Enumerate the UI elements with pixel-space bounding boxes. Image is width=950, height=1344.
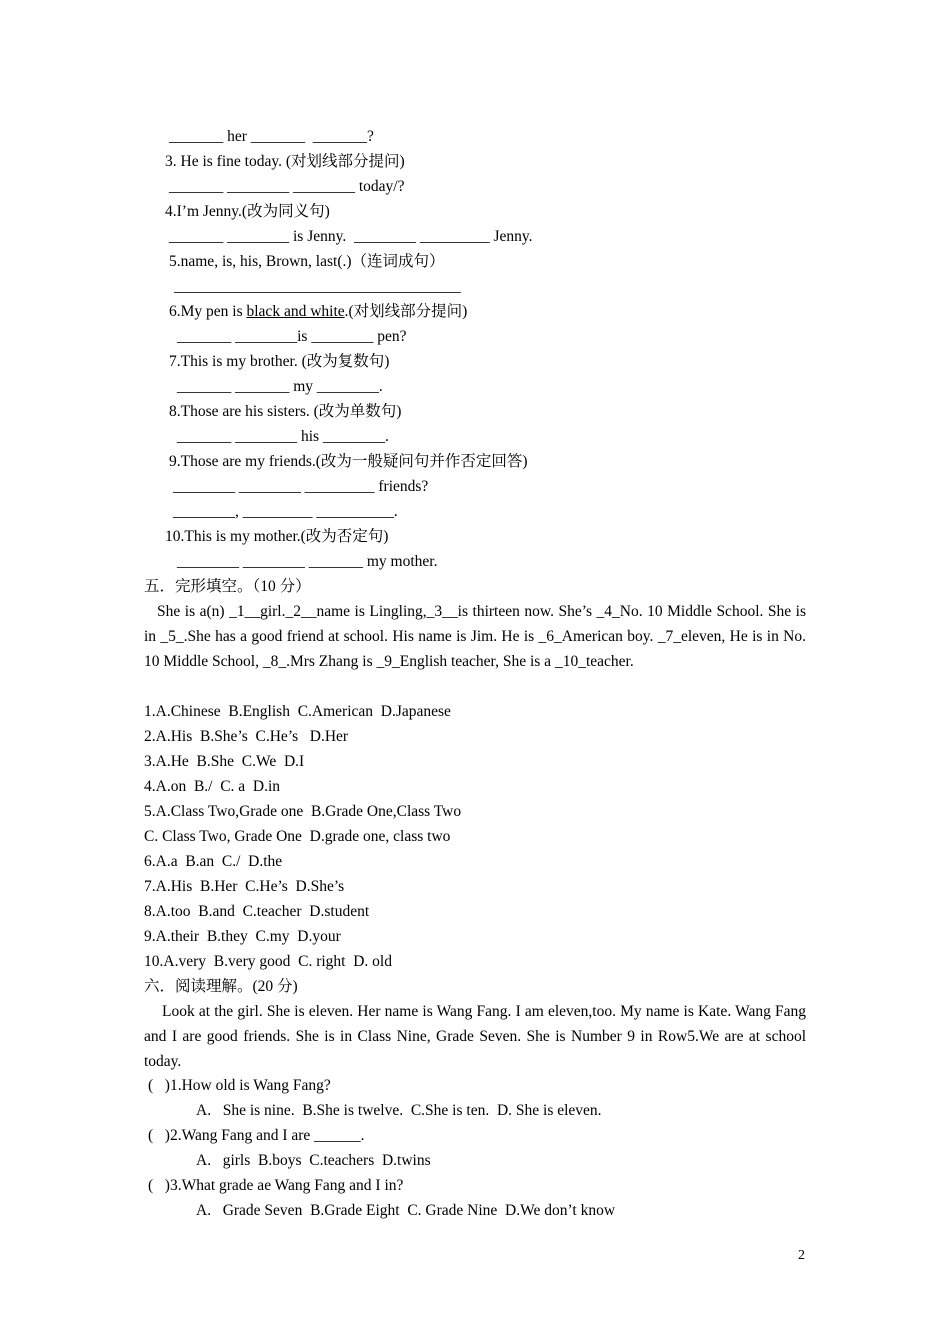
cloze-option-2: 2.A.His B.She’s C.He’s D.Her	[144, 728, 349, 745]
reading-passage: Look at the girl. She is eleven. Her name is Wang Fang. I am eleven,too. My name is Kate. Wang Fang and I are good friends. She is in Class Nine, Grade Seven. She is Number 9 in Row5.We are at school today.	[144, 1003, 806, 1070]
question-6-instruction: .(对划线部分提问)	[344, 303, 468, 320]
cloze-passage: She is a(n) _1__girl._2__name is Lingling,_3__is thirteen now. She’s _4_No. 10 Middle School. She is in _5_.She has a good friend at school. His name is Jim. He is _6_American boy. _7_eleven, He is in No. 10 Middle School, _8_.Mrs Zhang is _9_English teacher, She is a _10_teacher.	[144, 603, 806, 670]
cloze-option-7: 7.A.His B.Her C.He’s D.She’s	[144, 878, 345, 895]
question-5: 5.name, is, his, Brown, last(.)（连词成句）	[169, 253, 445, 270]
question-9: 9.Those are my friends.(改为一般疑问句并作否定回答)	[169, 453, 528, 470]
page-number: 2	[798, 1248, 805, 1263]
reading-options-2: A. girls B.boys C.teachers D.twins	[196, 1152, 431, 1169]
reading-question-3: ( )3.What grade ae Wang Fang and I in?	[148, 1177, 404, 1194]
question-8: 8.Those are his sisters. (改为单数句)	[169, 403, 402, 420]
question-3: 3. He is fine today. (对划线部分提问)	[165, 153, 405, 170]
answer-line-10: ________ ________ _______ my mother.	[177, 553, 438, 570]
question-6-text: 6.My pen is	[169, 303, 247, 320]
question-6	[169, 299, 467, 324]
cloze-option-3: 3.A.He B.She C.We D.I	[144, 753, 305, 770]
cloze-option-10: 10.A.very B.very good C. right D. old	[144, 953, 392, 970]
answer-line-6: _______ ________is ________ pen?	[177, 328, 407, 345]
reading-question-1: ( )1.How old is Wang Fang?	[148, 1077, 331, 1094]
cloze-heading: 五．完形填空。（10 分）	[144, 578, 311, 595]
cloze-option-1: 1.A.Chinese B.English C.American D.Japanese	[144, 703, 451, 720]
reading-heading: 六．阅读理解。(20 分)	[144, 978, 298, 995]
cloze-option-5: 5.A.Class Two,Grade one B.Grade One,Class Two	[144, 803, 462, 820]
answer-line-5: _____________________________________	[174, 278, 461, 295]
answer-line-8: _______ ________ his ________.	[177, 428, 389, 445]
cloze-option-5-continued: C. Class Two, Grade One D.grade one, class two	[144, 828, 451, 845]
answer-line-3: _______ ________ ________ today/?	[169, 178, 405, 195]
answer-line-2: _______ her _______ _______?	[169, 128, 374, 145]
question-10: 10.This is my mother.(改为否定句)	[165, 528, 389, 545]
cloze-option-4: 4.A.on B./ C. a D.in	[144, 778, 281, 795]
cloze-option-8: 8.A.too B.and C.teacher D.student	[144, 903, 370, 920]
reading-question-2: ( )2.Wang Fang and I are ______.	[148, 1127, 365, 1144]
underlined-phrase: black and white	[246, 303, 345, 320]
answer-line-9b: ________, _________ __________.	[173, 503, 398, 520]
cloze-option-9: 9.A.their B.they C.my D.your	[144, 928, 341, 945]
question-7: 7.This is my brother. (改为复数句)	[169, 353, 390, 370]
reading-options-1: A. She is nine. B.She is twelve. C.She is ten. D. She is eleven.	[196, 1102, 602, 1119]
answer-line-4: _______ ________ is Jenny. ________ _________ Jenny.	[169, 228, 533, 245]
answer-line-7: _______ _______ my ________.	[177, 378, 383, 395]
reading-options-3: A. Grade Seven B.Grade Eight C. Grade Nine D.We don’t know	[196, 1202, 616, 1219]
answer-line-9a: ________ ________ _________ friends?	[173, 478, 429, 495]
question-4: 4.I’m Jenny.(改为同义句)	[165, 203, 330, 220]
cloze-option-6: 6.A.a B.an C./ D.the	[144, 853, 283, 870]
